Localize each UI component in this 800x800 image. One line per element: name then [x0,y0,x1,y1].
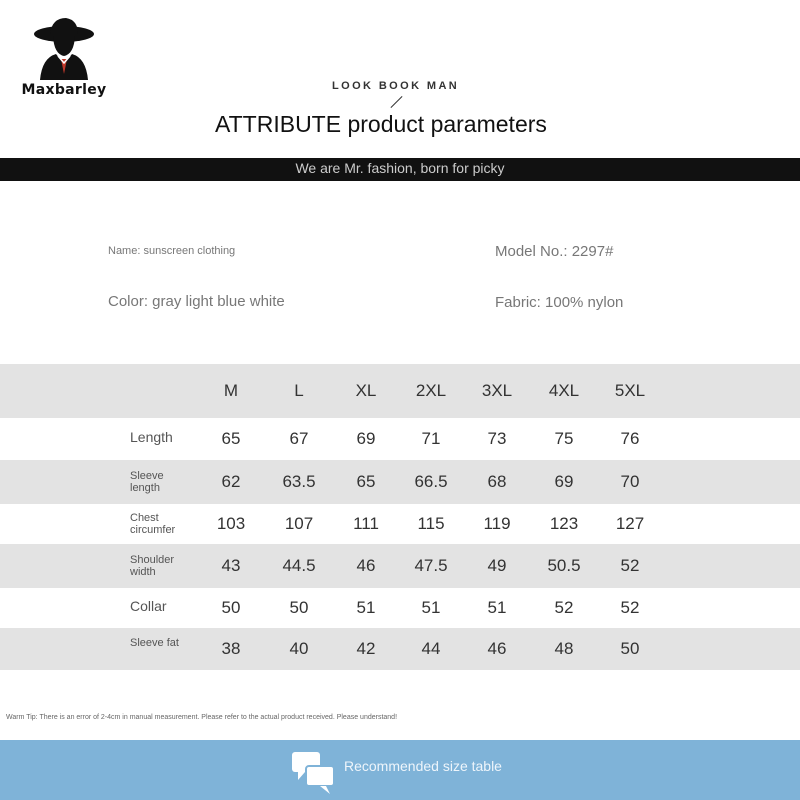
decorative-slash [390,96,402,108]
table-cell: 50 [289,598,309,617]
row-label: Length [130,429,173,445]
product-name: Name: sunscreen clothing [108,245,236,257]
warm-tip: Warm Tip: There is an error of 2-4cm in manual measurement. Please refer to the actual product received. Please understand! [6,714,398,721]
table-cell: 63.5 [282,472,316,491]
table-cell: 65 [356,472,376,491]
table-cell: 76 [620,429,640,448]
table-row [0,628,800,670]
table-cell: 50 [221,598,241,617]
table-cell: 51 [421,598,441,617]
table-row [0,460,800,504]
table-cell: 68 [487,472,507,491]
table-cell: 46 [487,639,507,658]
row-label: Sleeve fat [130,637,179,649]
size-table [0,364,800,670]
product-color: Color: gray light blue white [108,293,285,310]
size-header-cell: 3XL [481,381,513,400]
tagline: LOOK BOOK MAN [332,80,460,92]
recommended-size-footer [0,740,800,800]
model-number: Model No.: 2297# [495,243,614,260]
table-cell: 127 [615,514,645,533]
table-cell: 107 [284,514,314,533]
table-cell: 123 [549,514,579,533]
table-cell: 62 [221,472,241,491]
row-label: Chest circumfer [130,512,176,536]
table-cell: 49 [487,556,507,575]
size-header-cell: 5XL [614,381,646,400]
table-cell: 44 [421,639,441,658]
brand-name: Maxbarley [21,82,107,98]
table-cell: 67 [289,429,309,448]
size-header-cell: 4XL [548,381,580,400]
table-cell: 115 [417,514,445,533]
table-cell: 52 [620,598,640,617]
table-cell: 119 [483,514,511,533]
row-label: Shoulder width [130,554,175,578]
table-cell: 52 [620,556,640,575]
table-cell: 50.5 [547,556,581,575]
table-cell: 70 [620,472,640,491]
table-cell: 47.5 [414,556,448,575]
size-header-cell: L [294,381,304,400]
table-cell: 44.5 [282,556,316,575]
table-cell: 46 [356,556,376,575]
slogan-banner: We are Mr. fashion, born for picky [0,158,800,181]
table-cell: 38 [221,639,241,658]
size-header-cell: 2XL [415,381,447,400]
row-label: Collar [130,598,167,614]
table-cell: 66.5 [414,472,448,491]
man-in-hat-icon [32,14,96,80]
table-cell: 65 [221,429,241,448]
table-cell: 42 [356,639,376,658]
size-header-row [0,364,800,418]
size-header-cell: XL [355,381,377,400]
footer-label: Recommended size table [344,758,502,774]
product-fabric: Fabric: 100% nylon [495,294,624,311]
table-cell: 111 [353,514,379,533]
table-row [0,504,800,544]
page-title: ATTRIBUTE product parameters [215,111,547,137]
table-cell: 40 [289,639,309,658]
brand-logo [14,14,114,98]
row-label: Sleeve length [130,470,164,494]
table-cell: 50 [620,639,640,658]
table-cell: 69 [554,472,574,491]
table-row [0,418,800,460]
table-cell: 48 [554,639,574,658]
table-row [0,588,800,628]
table-cell: 75 [554,429,574,448]
table-cell: 69 [356,429,376,448]
table-cell: 51 [487,598,507,617]
table-cell: 51 [356,598,376,617]
table-row [0,544,800,588]
table-cell: 71 [421,429,441,448]
table-cell: 52 [554,598,574,617]
table-cell: 103 [216,514,246,533]
table-cell: 73 [487,429,507,448]
size-header-cell: M [223,381,239,400]
table-cell: 43 [221,556,241,575]
chat-bubbles-icon [292,752,336,794]
